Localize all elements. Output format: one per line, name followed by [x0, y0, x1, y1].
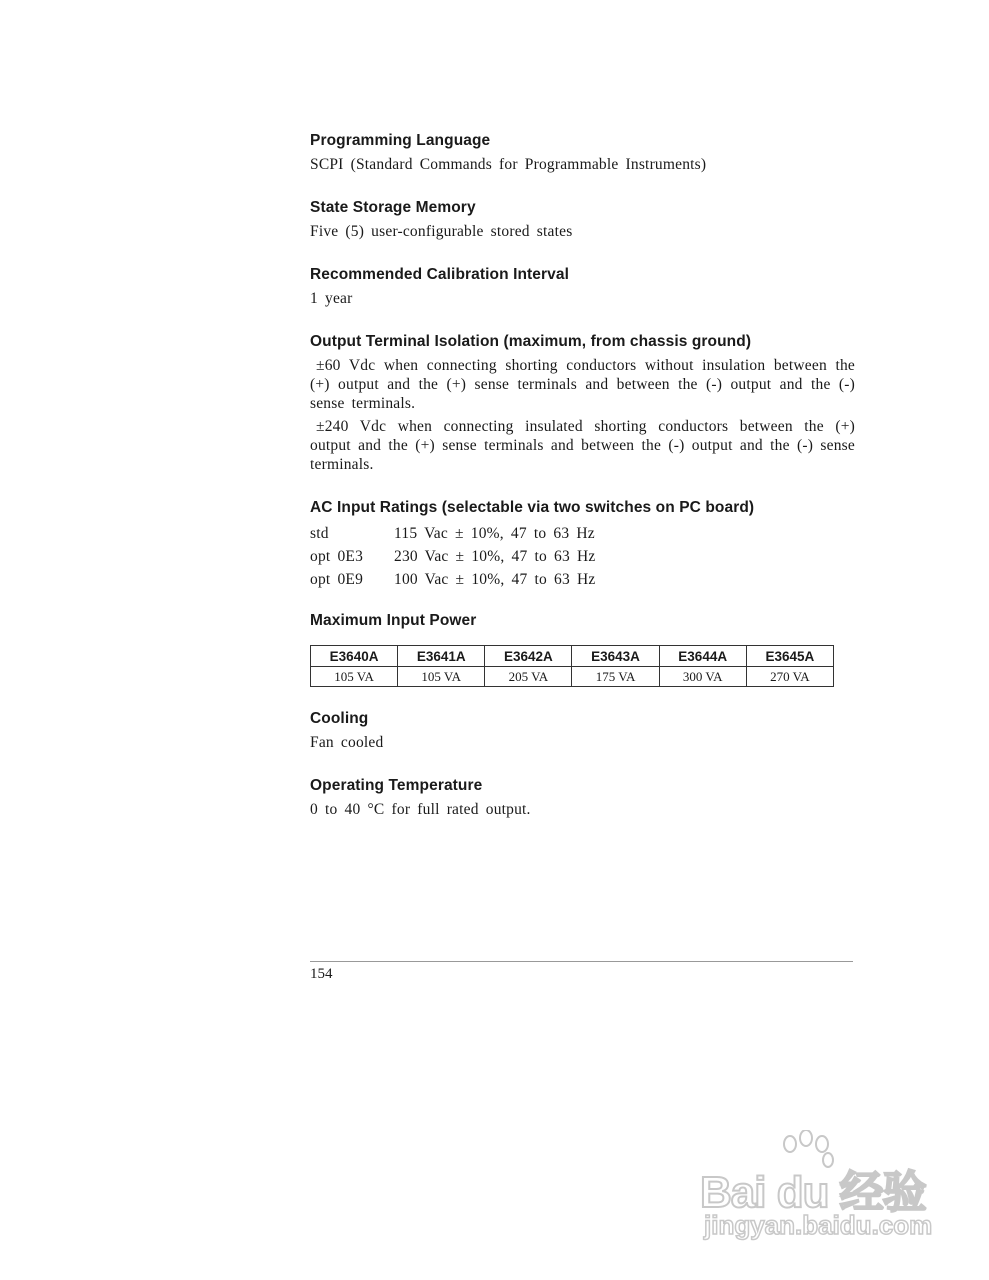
section-heading: Cooling — [310, 710, 369, 727]
section-text: Fan cooled — [310, 734, 384, 751]
ac-rating-option: opt 0E3 — [310, 548, 364, 565]
section-programming-language — [310, 131, 855, 174]
section-state-storage — [310, 198, 855, 241]
section-text: 0 to 40 °C for full rated output. — [310, 801, 531, 818]
section-heading: Operating Temperature — [310, 777, 483, 794]
table-header-row — [311, 646, 834, 667]
section-operating-temperature — [310, 776, 855, 819]
ac-rating-row — [310, 522, 855, 545]
section-heading: Recommended Calibration Interval — [310, 266, 570, 283]
section-max-input-power — [310, 611, 855, 687]
watermark-url: jingyan.baidu.com — [704, 1210, 933, 1240]
section-heading: Output Terminal Isolation (maximum, from chassis ground) — [310, 333, 752, 350]
isolation-paragraph-2: ±240 Vdc when connecting insulated shorting conductors between the (+) output and the (+) sense terminals and between the (-) output and the (-) sense terminals. — [310, 418, 855, 473]
section-text: Five (5) user-configurable stored states — [310, 223, 573, 240]
section-heading: State Storage Memory — [310, 199, 476, 216]
section-heading: Maximum Input Power — [310, 612, 477, 629]
ac-rating-row — [310, 545, 855, 568]
section-heading: AC Input Ratings (selectable via two switches on PC board) — [310, 499, 755, 516]
section-ac-input — [310, 498, 855, 591]
section-isolation — [310, 332, 855, 474]
ac-rating-option: opt 0E9 — [310, 571, 364, 588]
table-cell: 105 VA — [398, 667, 485, 687]
section-cooling — [310, 709, 855, 752]
table-header-cell: E3640A — [311, 646, 398, 667]
table-cell: 205 VA — [485, 667, 572, 687]
isolation-paragraph-1: ±60 Vdc when connecting shorting conductors without insulation between the (+) output and the (+) sense terminals and between the (-) output and the (-) sense terminals. — [310, 357, 855, 412]
ac-rating-value: 100 Vac ± 10%, 47 to 63 Hz — [394, 571, 596, 588]
page-number: 154 — [310, 966, 333, 982]
table-row — [311, 667, 834, 687]
footer-divider — [310, 961, 853, 962]
ac-rating-value: 230 Vac ± 10%, 47 to 63 Hz — [394, 548, 596, 565]
table-header-cell: E3645A — [746, 646, 833, 667]
ac-rating-option: std — [310, 525, 329, 542]
table-header-cell: E3643A — [572, 646, 659, 667]
spec-content — [310, 131, 855, 843]
section-calibration — [310, 265, 855, 308]
ac-rating-row — [310, 568, 855, 591]
table-header-cell: E3644A — [659, 646, 746, 667]
table-header-cell: E3641A — [398, 646, 485, 667]
max-input-power-table — [310, 645, 834, 687]
section-text: SCPI (Standard Commands for Programmable Instruments) — [310, 156, 707, 173]
table-cell: 175 VA — [572, 667, 659, 687]
table-cell: 270 VA — [746, 667, 833, 687]
watermark-logo-text: Bai du 经验 — [700, 1168, 926, 1217]
section-text: 1 year — [310, 290, 353, 307]
ac-rating-value: 115 Vac ± 10%, 47 to 63 Hz — [394, 525, 595, 542]
table-cell: 105 VA — [311, 667, 398, 687]
table-header-cell: E3642A — [485, 646, 572, 667]
section-heading: Programming Language — [310, 132, 491, 149]
table-cell: 300 VA — [659, 667, 746, 687]
baidu-watermark — [700, 1130, 940, 1250]
